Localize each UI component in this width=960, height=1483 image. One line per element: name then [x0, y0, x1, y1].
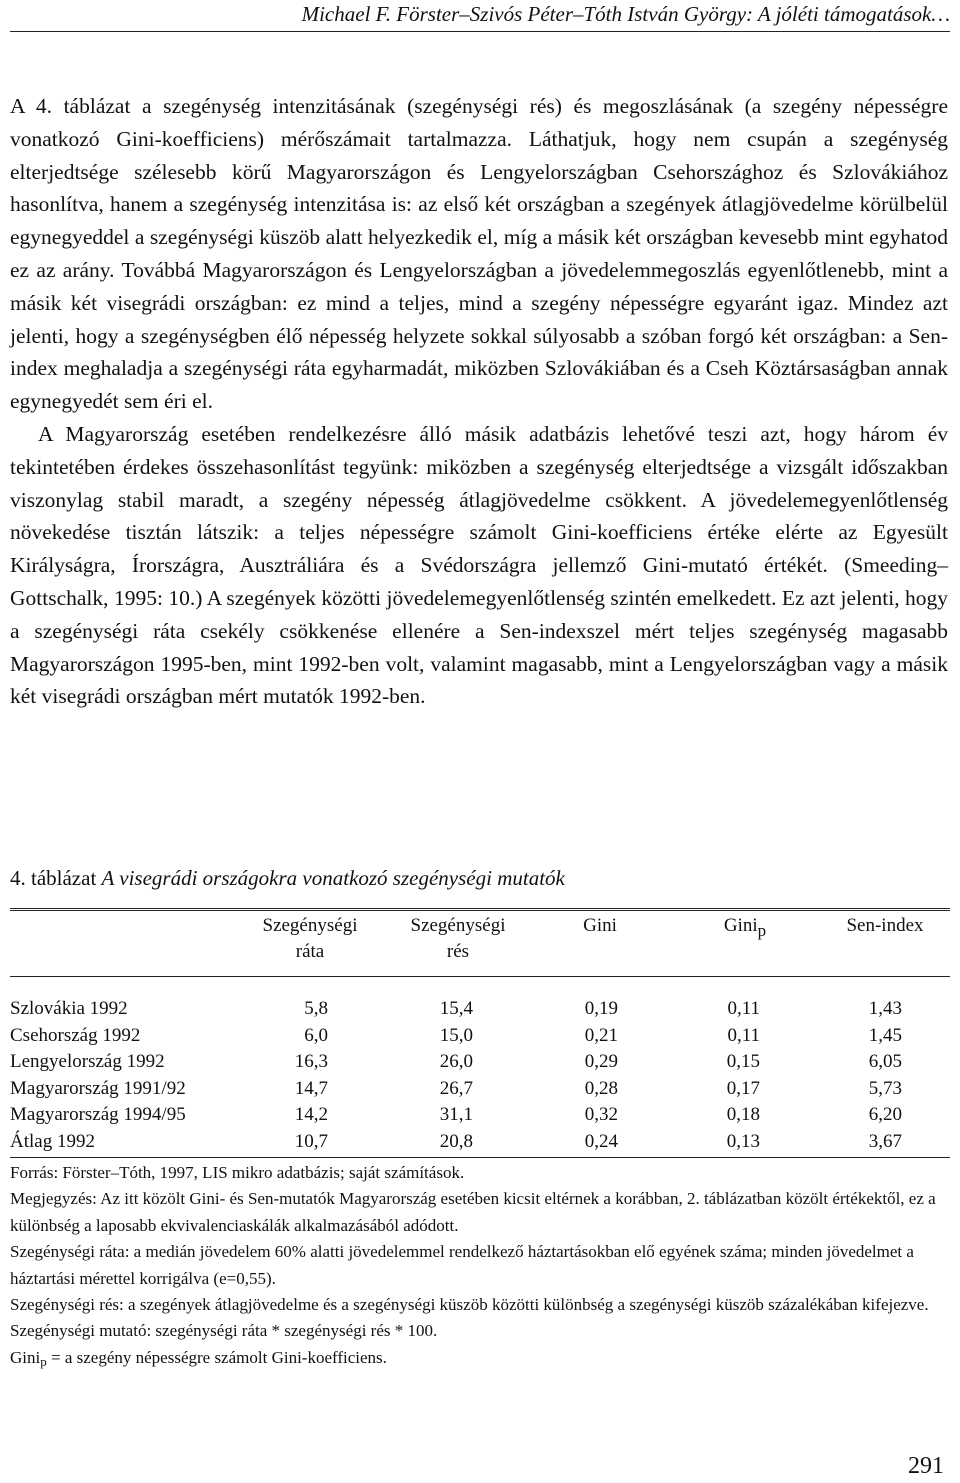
- note-gini-p-base: Gini: [10, 1347, 41, 1367]
- row-poverty-gap: 20,8: [439, 1130, 473, 1152]
- col-head-poverty-gap-line1: Szegénységi: [410, 915, 506, 936]
- table-bottom-rule: [10, 1157, 950, 1158]
- row-gini-p: 0,18: [726, 1104, 760, 1126]
- running-title: Michael F. Förster–Szivós Péter–Tóth István György: A jóléti támogatások…: [301, 2, 950, 26]
- col-head-sen-index-label: Sen-index: [846, 915, 924, 936]
- row-poverty-rate: 14,2: [294, 1104, 328, 1126]
- note-poverty-rate-definition: Szegénységi ráta: a medián jövedelem 60% alatti jövedelemmel rendelkező háztartásokban elő egyének száma; minden jövedelmet a háztartási mérettel korrigálva (e=0,55).: [10, 1242, 914, 1288]
- row-sen-index: 1,45: [868, 1024, 902, 1046]
- table-row: [10, 1076, 934, 1103]
- table-caption: [10, 862, 565, 894]
- row-sen-index: 1,43: [868, 998, 902, 1019]
- table-row: [10, 1023, 934, 1050]
- row-poverty-rate: 5,8: [304, 998, 328, 1019]
- table-caption-number: 4. táblázat: [10, 866, 97, 890]
- note-gini-p-sub: p: [40, 1353, 47, 1369]
- row-gini-p: 0,11: [727, 998, 760, 1019]
- row-country: Szlovákia 1992: [10, 998, 128, 1019]
- row-sen-index: 6,05: [868, 1051, 902, 1073]
- table-head-rule: [10, 976, 950, 977]
- row-poverty-gap: 26,0: [439, 1051, 473, 1073]
- col-head-poverty-rate-line1: Szegénységi: [262, 915, 358, 936]
- row-sen-index: 5,73: [868, 1077, 902, 1099]
- row-gini: 0,21: [584, 1024, 618, 1046]
- row-poverty-rate: 16,3: [294, 1051, 328, 1073]
- table-body: [10, 996, 934, 1156]
- row-country: Csehország 1992: [10, 1024, 141, 1046]
- row-gini: 0,24: [584, 1130, 618, 1152]
- row-gini: 0,19: [584, 998, 618, 1019]
- col-head-gini-p: [700, 913, 790, 939]
- row-gini-p: 0,11: [727, 1024, 760, 1046]
- row-country: Átlag 1992: [10, 1130, 95, 1152]
- col-head-sen-index: [826, 913, 944, 939]
- row-country: Magyarország 1991/92: [10, 1077, 186, 1099]
- row-poverty-gap: 15,4: [439, 998, 473, 1019]
- body-text: [10, 90, 948, 713]
- table-row: [10, 1129, 934, 1156]
- row-poverty-gap: 15,0: [439, 1024, 473, 1046]
- col-head-gini-p-label: [700, 913, 790, 939]
- running-header: [0, 0, 950, 26]
- paragraph-1: A 4. táblázat a szegénység intenzitásának (szegénységi rés) és megoszlásának (a szegény népességre vonatkozó Gini-koefficiens) mérőszámait tartalmazza. Láthatjuk, hogy nem csupán a szegénység elterjedtsége szélesebb körű Magyarországon és Lengyelországban Csehországhoz és Szlovákiához hasonlítva, hanem a szegénység intenzitása is: az első két országban a szegények átlagjövedelme körülbelül egynegyeddel a szegénységi küszöb alatt helyezkedik el, míg a másik két országban kevesebb mint egyhatod ez az arány. Továbbá Magyarországon és Lengyelországban a jövedelemmegoszlás egyenlőtlenebb, mint a másik két visegrádi országban: ez mind a teljes, mind a szegény népességre egyaránt igaz. Mindez azt jelenti, hogy a szegénységben élő népesség helyzete sokkal súlyosabb a szóban forgó két országban: a Sen-index meghaladja a szegénységi ráta egyharmadát, miközben Szlovákiában és a Cseh Köztársaságban annak egynegyedét sem éri el.: [10, 94, 948, 414]
- col-head-gini-label: Gini: [583, 915, 617, 936]
- note-poverty-gap-definition: Szegénységi rés: a szegények átlagjövedelme és a szegénységi küszöb közötti különbség a szegénységi küszöb százalékában kifejezve.: [10, 1295, 929, 1315]
- col-head-poverty-rate-line2: ráta: [295, 941, 325, 962]
- col-head-poverty-gap-line2: rés: [446, 941, 470, 962]
- note-poverty-index-definition: Szegénységi mutató: szegénységi ráta * szegénységi rés * 100.: [10, 1321, 438, 1341]
- row-poverty-gap: 26,7: [439, 1077, 473, 1099]
- row-country: Lengyelország 1992: [10, 1051, 165, 1073]
- row-gini: 0,32: [584, 1104, 618, 1126]
- table-caption-title: A visegrádi országokra vonatkozó szegénységi mutatók: [101, 866, 565, 890]
- row-poverty-rate: 14,7: [294, 1077, 328, 1099]
- row-gini-p: 0,17: [726, 1077, 760, 1099]
- note-gini-p-definition: [10, 1345, 948, 1371]
- table-row: [10, 1049, 934, 1076]
- table-row: [10, 1102, 934, 1129]
- row-country: Magyarország 1994/95: [10, 1104, 186, 1126]
- col-head-gini-p-base: Gini: [723, 915, 758, 936]
- page-number: 291: [908, 1453, 944, 1479]
- table-notes: [10, 1160, 948, 1371]
- note-source: Forrás: Förster–Tóth, 1997, LIS mikro adatbázis; saját számítások.: [10, 1163, 465, 1182]
- row-gini-p: 0,15: [726, 1051, 760, 1073]
- note-remark: Megjegyzés: Az itt közölt Gini- és Sen-mutatók Magyarország esetében kicsit eltérnek a korábban, 2. táblázatban közölt értékektől, ez a különbség a laposabb ekvivalenciaskálák alkalmazásából adódott.: [10, 1189, 936, 1235]
- row-gini-p: 0,13: [726, 1130, 760, 1152]
- note-gini-p-text: = a szegény népességre számolt Gini-koefficiens.: [46, 1347, 387, 1367]
- row-poverty-rate: 6,0: [304, 1024, 328, 1046]
- col-head-poverty-gap: [388, 913, 528, 965]
- row-poverty-gap: 31,1: [439, 1104, 473, 1126]
- col-head-gini-p-sub: p: [757, 921, 767, 940]
- row-gini: 0,29: [584, 1051, 618, 1073]
- row-gini: 0,28: [584, 1077, 618, 1099]
- table-row: [10, 996, 934, 1023]
- paragraph-2: A Magyarország esetében rendelkezésre álló másik adatbázis lehetővé teszi azt, hogy három év tekintetében érdekes összehasonlítást tegyünk: miközben a szegénység elterjedtsége a vizsgált időszakban viszonylag stabil maradt, a szegény népesség átlagjövedelme csökkent. A jövedelemegyenlőtlenség növekedése tisztán látszik: a teljes népességre számolt Gini-koefficiens értéke elérte az Egyesült Királyságra, Írországra, Ausztráliára és a Svédországra jellemző Gini-mutató értékét. (Smeeding–Gottschalk, 1995: 10.) A szegények közötti jövedelemegyenlőtlenség szintén emelkedett. Ez azt jelenti, hogy a szegénységi ráta csekély csökkenése ellenére a Sen-indexszel mért teljes szegénység magasabb Magyarországon 1995-ben, mint 1992-ben volt, valamint magasabb, mint a Lengyelországban vagy a másik két visegrádi országban mért mutatók 1992-ben.: [10, 421, 948, 709]
- header-rule: [10, 31, 950, 32]
- row-sen-index: 3,67: [868, 1130, 902, 1152]
- row-sen-index: 6,20: [868, 1104, 902, 1126]
- col-head-poverty-rate: [240, 913, 380, 965]
- col-head-gini: [560, 913, 640, 939]
- row-poverty-rate: 10,7: [294, 1130, 328, 1152]
